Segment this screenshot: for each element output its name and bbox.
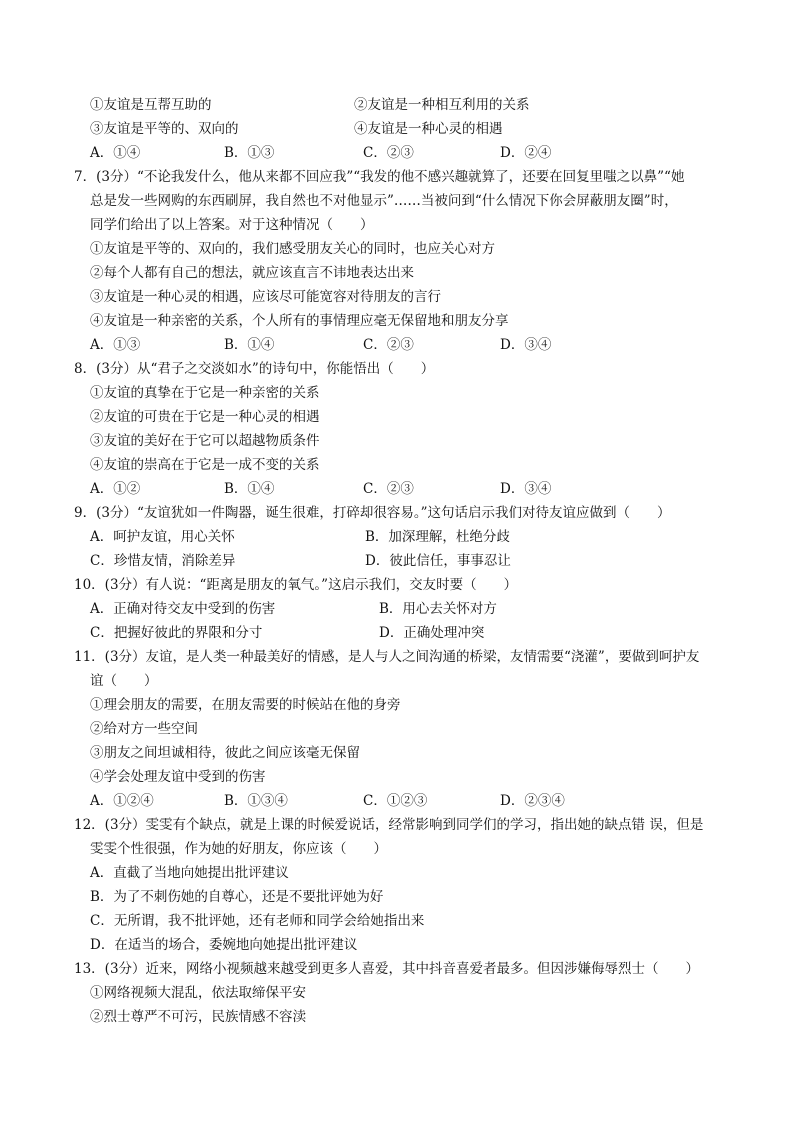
q10-stem: 10．(3分）有人说：“距离是朋友的氧气。”这启示我们，交友时要（ ） (74, 577, 518, 593)
q6-choice-a: A．①④ (90, 145, 141, 161)
q8-item-3: ③友谊的美好在于它可以超越物质条件 (90, 433, 320, 449)
q8-item-4: ④友谊的崇高在于它是一成不变的关系 (90, 457, 320, 473)
q10-choice-a: A．正确对待交友中受到的伤害 (90, 601, 276, 617)
q9-stem: 9．(3分）“友谊犹如一件陶器，诞生很难，打碎却很容易。”这句话启示我们对待友谊应做到（ ） (74, 505, 671, 521)
q7-choice-c: C．②③ (363, 337, 414, 353)
q12-choice-b: B．为了不刺伤她的自尊心，还是不要批评她为好 (90, 889, 384, 905)
q11-stem-line-1: 11．(3分）友谊，是人类一种最美好的情感，是人与人之间沟通的桥梁，友情需要“浇灌”，要做到呵护友 (74, 649, 700, 665)
q13-stem: 13．(3分）近来，网络小视频越来越受到更多人喜爱，其中抖音喜爱者最多。但因涉嫌侮辱烈士（ ） (74, 961, 700, 977)
q7-item-3: ③友谊是一种心灵的相遇，应该尽可能宽容对待朋友的言行 (90, 289, 441, 305)
q11-item-2: ②给对方一些空间 (90, 721, 198, 737)
q13-item-1: ①网络视频大混乱，依法取缔保平安 (90, 985, 306, 1001)
q7-item-2: ②每个人都有自己的想法，就应该直言不讳地表达出来 (90, 265, 414, 281)
q8-stem: 8．(3分）从“君子之交淡如水”的诗句中，你能悟出（ ） (74, 361, 435, 377)
q7-item-1: ①友谊是平等的、双向的，我们感受朋友关心的同时，也应关心对方 (90, 241, 495, 257)
q11-item-3: ③朋友之间坦诚相待，彼此之间应该毫无保留 (90, 745, 360, 761)
q12-stem-line-1: 12．(3分）雯雯有个缺点，就是上课的时候爱说话，经常影响到同学们的学习，指出她的缺点错 误，但是 (74, 817, 704, 833)
q9-choice-d: D．彼此信任，事事忍让 (365, 553, 511, 569)
q11-choice-b: B．①③④ (224, 793, 288, 809)
q11-item-4: ④学会处理友谊中受到的伤害 (90, 769, 266, 785)
q6-choice-b: B．①③ (224, 145, 275, 161)
q8-choice-c: C．②③ (363, 481, 414, 497)
q11-stem-line-2: 谊（ ） (90, 673, 158, 689)
q12-choice-a: A．直截了当地向她提出批评建议 (90, 865, 289, 881)
q9-choice-c: C．珍惜友情，消除差异 (90, 553, 236, 569)
q11-choice-c: C．①②③ (363, 793, 428, 809)
q12-choice-c: C．无所谓，我不批评她，还有老师和同学会给她指出来 (90, 913, 425, 929)
q10-choice-c: C．把握好彼此的界限和分寸 (90, 625, 263, 641)
q6-item-3: ③友谊是平等的、双向的 (90, 121, 239, 137)
q6-item-4: ④友谊是一种心灵的相遇 (354, 121, 503, 137)
q7-stem-line-3: 同学们给出了以上答案。对于这种情况（ ） (90, 217, 374, 233)
q6-item-1: ①友谊是互帮互助的 (90, 97, 212, 113)
q9-choice-b: B．加深理解，杜绝分歧 (365, 529, 510, 545)
q8-item-2: ②友谊的可贵在于它是一种心灵的相遇 (90, 409, 320, 425)
q8-choice-a: A．①② (90, 481, 141, 497)
q10-choice-d: D．正确处理冲突 (379, 625, 485, 641)
q8-choice-d: D．③④ (500, 481, 552, 497)
q7-stem-line-2: 总是发一些网购的东西刷屏，我自然也不对他显示”……当被问到“什么情况下你会屏蔽朋友圈”时， (90, 193, 678, 209)
q12-choice-d: D．在适当的场合，委婉地向她提出批评建议 (90, 937, 358, 953)
q11-choice-a: A．①②④ (90, 793, 154, 809)
q13-item-2: ②烈士尊严不可污，民族情感不容渎 (90, 1009, 306, 1025)
q7-choice-d: D．③④ (500, 337, 552, 353)
q6-item-2: ②友谊是一种相互利用的关系 (354, 97, 530, 113)
q10-choice-b: B．用心去关怀对方 (379, 601, 497, 617)
q8-item-1: ①友谊的真挚在于它是一种亲密的关系 (90, 385, 320, 401)
q7-choice-b: B．①④ (224, 337, 275, 353)
q9-choice-a: A．呵护友谊，用心关怀 (90, 529, 235, 545)
q7-choice-a: A．①③ (90, 337, 141, 353)
q12-stem-line-2: 雯雯个性很强，作为她的好朋友，你应该（ ） (90, 841, 387, 857)
q6-choice-d: D．②④ (500, 145, 552, 161)
q7-stem-line-1: 7．(3分）“不论我发什么，他从来都不回应我”“我发的他不感兴趣就算了，还要在回复里嗤之以鼻”“她 (74, 169, 685, 185)
q8-choice-b: B．①④ (224, 481, 275, 497)
q6-choice-c: C．②③ (363, 145, 414, 161)
q7-item-4: ④友谊是一种亲密的关系，个人所有的事情理应毫无保留地和朋友分享 (90, 313, 509, 329)
q11-item-1: ①理会朋友的需要，在朋友需要的时候站在他的身旁 (90, 697, 401, 713)
q11-choice-d: D．②③④ (500, 793, 565, 809)
